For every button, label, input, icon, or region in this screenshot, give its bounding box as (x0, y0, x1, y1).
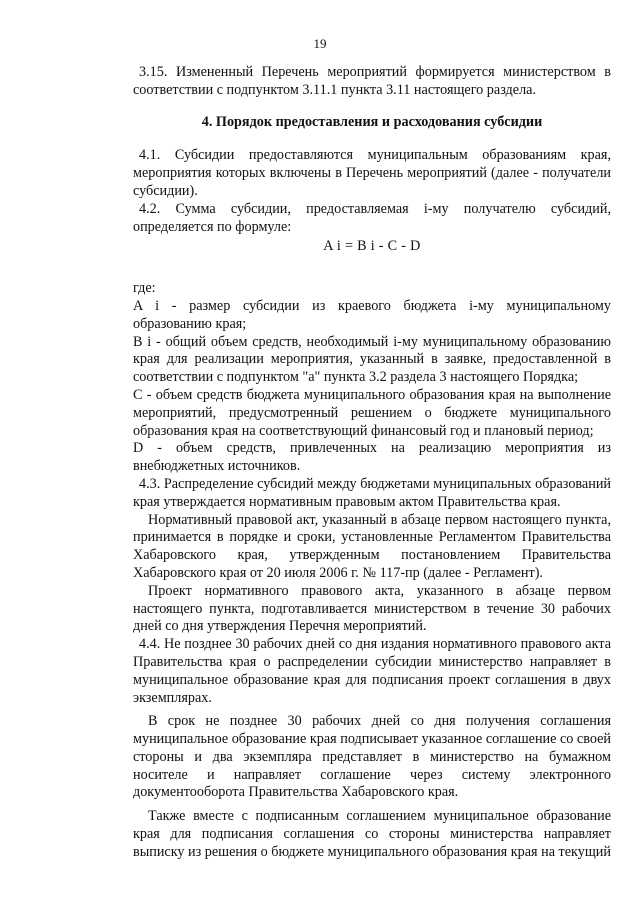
paragraph-4-1: 4.1. Субсидии предоставляются муниципальным образованиям края, мероприятия которых включены в Перечень мероприятий (далее - получатели субсидии). (133, 147, 611, 199)
paragraph-4-2: 4.2. Сумма субсидии, предоставляемая i-му получателю субсидий, определяется по формуле: (133, 200, 611, 235)
paragraph-4-3: 4.3. Распределение субсидий между бюджетами муниципальных образований края утверждается нормативным правовым актом Правительства края. (133, 475, 611, 510)
definition-a: A i - размер субсидии из краевого бюджета i-му муниципальному образованию края; (133, 297, 611, 332)
paragraph-4-4-second: В срок не позднее 30 рабочих дней со дня получения соглашения муниципальное образование края подписывает указанное соглашение со своей стороны и два экземпляра представляет в министерство на бумажном носителе и направляет соглашение через систему электронного документооборота Правительства Хабаровского края. (133, 713, 611, 801)
definition-c: C - объем средств бюджета муниципального образования края на выполнение мероприятий, предусмотренный решением о бюджете муниципального образования края на соответствующий финансовый год и плановый период; (133, 386, 611, 439)
paragraph-4-4: 4.4. Не позднее 30 рабочих дней со дня издания нормативного правового акта Правительства края о распределении субсидии министерство направляет в муниципальное образование края для подписания проект соглашения в двух экземплярах. (133, 636, 611, 706)
paragraph-4-4-third: Также вместе с подписанным соглашением муниципальное образование края для подписания соглашения со стороны министерства направляет выписку из решения о бюджете муниципального образования края на текущий (133, 808, 611, 860)
section-heading-4: 4. Порядок предоставления и расходования субсидии (201, 113, 543, 130)
page-number: 19 (313, 36, 327, 51)
where-label: где: (133, 280, 156, 297)
definition-d: D - объем средств, привлеченных на реализацию мероприятия из внебюджетных источников. (133, 440, 611, 475)
document-body (133, 64, 611, 862)
definition-b: B i - общий объем средств, необходимый i-му муниципальному образованию края для реализации мероприятия, указанный в заявке, предоставленной в соответствии с подпунктом "а" пункта 3.2 раздела 3 настоящего Порядка; (133, 333, 611, 386)
paragraph-4-3-second: Нормативный правовой акт, указанный в абзаце первом настоящего пункта, принимается в порядке и сроки, установленные Регламентом Правительства Хабаровского края, утвержденным постановлением Правительства Хабаровского края от 20 июля 2006 г. № 117-пр (далее - Регламент). (133, 511, 611, 581)
paragraph-4-3-third: Проект нормативного правового акта, указанного в абзаце первом настоящего пункта, подготавливается министерством в течение 30 рабочих дней со дня утверждения Перечня мероприятий. (133, 582, 611, 635)
formula: A i = B i - C - D (323, 238, 421, 255)
paragraph-3-15: 3.15. Измененный Перечень мероприятий формируется министерством в соответствии с подпунктом 3.11.1 пункта 3.11 настоящего раздела. (133, 64, 611, 98)
